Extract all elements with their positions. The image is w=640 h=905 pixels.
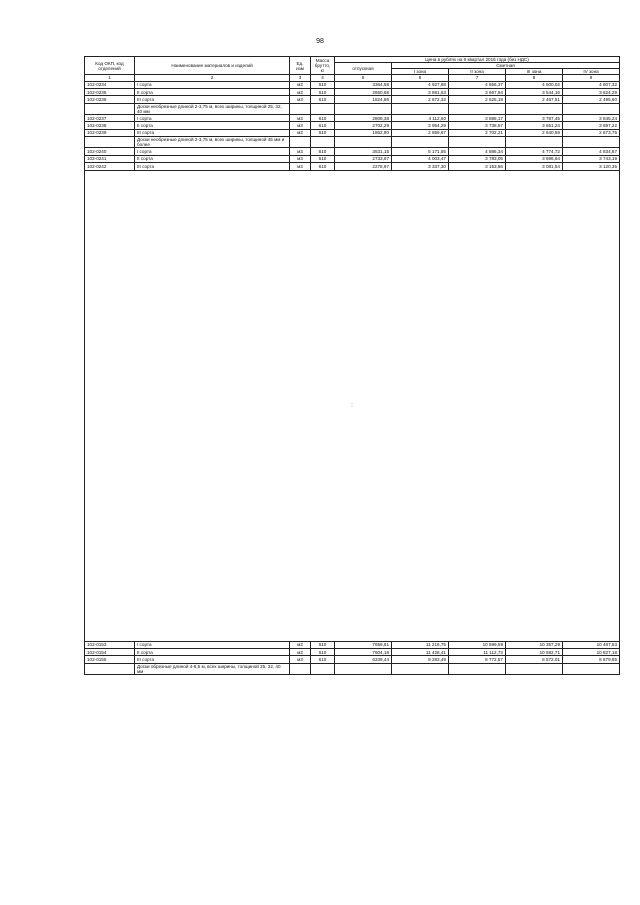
row-zone-1-price: 2 672,32 [392, 96, 449, 103]
section-empty-cell [506, 103, 563, 114]
section-empty-cell [506, 137, 563, 148]
table-row [85, 81, 620, 88]
section-empty-cell [311, 137, 335, 148]
row-zone-1-price: 2 859,67 [392, 129, 449, 136]
row-zone-3-price: 10 357,29 [506, 641, 563, 648]
row-name: I сорта [135, 148, 290, 155]
row-mass: 610 [311, 122, 335, 129]
table-row [85, 649, 620, 656]
column-index: 5 [335, 75, 392, 81]
section-empty-cell [449, 663, 506, 674]
section-header-row [85, 137, 620, 148]
row-zone-3-price: 3 081,54 [506, 163, 563, 170]
row-zone-3-price: 4 500,02 [506, 81, 563, 88]
row-mass: 610 [311, 88, 335, 95]
section-title: Доски необрезные длиной 2-3,75 м, всех ширины, толщиной 25, 32, 40 мм [135, 103, 290, 114]
table-row [85, 96, 620, 103]
section-empty-cell [290, 663, 311, 674]
column-index: 1 [85, 75, 135, 81]
section-empty-cell [290, 103, 311, 114]
row-release-price: 2702,29 [335, 122, 392, 129]
row-code: 102-0237 [85, 115, 135, 122]
row-zone-2-price: 4 886,34 [449, 148, 506, 155]
row-unit: м3 [290, 122, 311, 129]
row-release-price: 1824,86 [335, 96, 392, 103]
row-zone-2-price: 8 772,57 [449, 656, 506, 663]
row-zone-4-price: 4 607,32 [563, 81, 620, 88]
row-code: 102-0236 [85, 96, 135, 103]
row-name: II сорта [135, 649, 290, 656]
column-index: 6 [392, 75, 449, 81]
row-zone-2-price: 3 783,05 [449, 155, 506, 162]
row-unit: м3 [290, 641, 311, 648]
row-zone-4-price: 10 827,18 [563, 649, 620, 656]
row-zone-4-price: 3 624,29 [563, 88, 620, 95]
row-zone-4-price: 3 697,22 [563, 122, 620, 129]
header-zone-3: III зона [506, 69, 563, 75]
row-mass: 610 [311, 148, 335, 155]
row-name: III сорта [135, 163, 290, 170]
row-unit: м3 [290, 656, 311, 663]
row-mass: 610 [311, 163, 335, 170]
column-index: 8 [506, 75, 563, 81]
column-index: 9 [563, 75, 620, 81]
header-release-price: отпускная [335, 63, 392, 75]
row-code: 102-0234 [85, 81, 135, 88]
row-zone-4-price: 3 845,24 [563, 115, 620, 122]
row-zone-1-price: 3 337,30 [392, 163, 449, 170]
row-zone-2-price: 2 525,19 [449, 96, 506, 103]
row-unit: м3 [290, 155, 311, 162]
omitted-rows-marker: ⋮ [85, 170, 620, 641]
row-name: I сорта [135, 115, 290, 122]
row-name: II сорта [135, 88, 290, 95]
section-empty-cell [335, 103, 392, 114]
row-name: I сорта [135, 641, 290, 648]
row-zone-4-price: 3 743,19 [563, 155, 620, 162]
header-price-group: Цена в рублях на II квартал 2016 года (без НДС) [335, 57, 620, 63]
row-zone-3-price: 3 651,24 [506, 122, 563, 129]
section-empty-cell [311, 663, 335, 674]
price-table [84, 56, 620, 675]
row-unit: м3 [290, 96, 311, 103]
row-zone-3-price: 2 467,51 [506, 96, 563, 103]
section-header-row [85, 663, 620, 674]
row-zone-3-price: 3 787,45 [506, 115, 563, 122]
section-empty-cell [335, 137, 392, 148]
row-name: I сорта [135, 81, 290, 88]
header-code: Код ОКП, код отделений [85, 57, 135, 75]
row-zone-1-price: 3 881,63 [392, 88, 449, 95]
column-index: 4 [311, 75, 335, 81]
table-row [85, 88, 620, 95]
row-zone-1-price: 4 112,60 [392, 115, 449, 122]
row-zone-4-price: 4 834,67 [563, 148, 620, 155]
row-mass: 610 [311, 641, 335, 648]
row-code: 102-0235 [85, 88, 135, 95]
section-empty-cell [392, 663, 449, 674]
row-mass: 610 [311, 155, 335, 162]
row-zone-1-price: 11 216,75 [392, 641, 449, 648]
row-zone-2-price: 2 702,21 [449, 129, 506, 136]
row-unit: м3 [290, 649, 311, 656]
row-release-price: 2808,38 [335, 115, 392, 122]
section-code-cell [85, 137, 135, 148]
table-header [85, 57, 620, 75]
section-empty-cell [392, 137, 449, 148]
row-zone-2-price: 3 886,17 [449, 115, 506, 122]
section-empty-cell [506, 663, 563, 674]
row-release-price: 3531,15 [335, 148, 392, 155]
row-zone-3-price: 10 682,71 [506, 649, 563, 656]
row-zone-4-price: 3 120,35 [563, 163, 620, 170]
row-code: 102-0238 [85, 122, 135, 129]
section-empty-cell [290, 137, 311, 148]
section-empty-cell [563, 663, 620, 674]
row-name: III сорта [135, 96, 290, 103]
section-title: Доски необрезные длиной 2-3,75 м, всех ширины, толщиной 45 мм и более [135, 137, 290, 148]
row-mass: 610 [311, 115, 335, 122]
section-empty-cell [392, 103, 449, 114]
row-mass: 610 [311, 656, 335, 663]
table-row [85, 163, 620, 170]
row-zone-1-price: 3 954,29 [392, 122, 449, 129]
section-empty-cell [449, 137, 506, 148]
header-mass: Масса брутто, кг [311, 57, 335, 75]
section-empty-cell [335, 663, 392, 674]
row-code: 102-0241 [85, 155, 135, 162]
row-release-price: 7659,61 [335, 641, 392, 648]
row-unit: м3 [290, 115, 311, 122]
row-name: II сорта [135, 122, 290, 129]
section-title: Доски обрезные длиной 4-6,5 м, всех ширины, толщиной 25, 32, 40 мм [135, 663, 290, 674]
row-release-price: 2278,97 [335, 163, 392, 170]
row-unit: м3 [290, 163, 311, 170]
row-zone-4-price: 8 679,85 [563, 656, 620, 663]
row-zone-3-price: 8 572,01 [506, 656, 563, 663]
column-index: 7 [449, 75, 506, 81]
section-code-cell [85, 103, 135, 114]
header-name: Наименование материалов и изделий [135, 57, 290, 75]
table-rows-bottom [85, 641, 620, 674]
column-index: 3 [290, 75, 311, 81]
header-zone-4: IV зона [563, 69, 620, 75]
section-code-cell [85, 663, 135, 674]
row-unit: м3 [290, 148, 311, 155]
row-mass: 610 [311, 649, 335, 656]
table-rows-top [85, 81, 620, 170]
row-zone-3-price: 3 696,64 [506, 155, 563, 162]
row-zone-4-price: 2 495,60 [563, 96, 620, 103]
row-mass: 610 [311, 81, 335, 88]
table-row [85, 641, 620, 648]
row-release-price: 6339,44 [335, 656, 392, 663]
row-code: 102-0154 [85, 649, 135, 656]
header-zone-1: I зона [392, 69, 449, 75]
illegible-middle [85, 170, 620, 641]
row-code: 102-0242 [85, 163, 135, 170]
table-row [85, 115, 620, 122]
header-unit: Ед. изм [290, 57, 311, 75]
row-unit: м3 [290, 88, 311, 95]
row-release-price: 2733,67 [335, 155, 392, 162]
page-number: 98 [316, 38, 324, 45]
row-code: 102-0240 [85, 148, 135, 155]
row-unit: м3 [290, 129, 311, 136]
section-empty-cell [311, 103, 335, 114]
row-zone-1-price: 4 927,68 [392, 81, 449, 88]
row-zone-4-price: 2 673,75 [563, 129, 620, 136]
row-name: III сорта [135, 656, 290, 663]
table-row [85, 148, 620, 155]
header-estimate-price: Сметная [392, 63, 620, 69]
row-code: 102-0153 [85, 641, 135, 648]
table-row [85, 129, 620, 136]
row-zone-4-price: 10 487,53 [563, 641, 620, 648]
section-header-row [85, 103, 620, 114]
column-index: 2 [135, 75, 290, 81]
row-unit: м3 [290, 81, 311, 88]
row-zone-1-price: 5 171,55 [392, 148, 449, 155]
row-zone-2-price: 3 153,56 [449, 163, 506, 170]
row-zone-1-price: 4 003,47 [392, 155, 449, 162]
row-release-price: 7604,18 [335, 649, 392, 656]
row-mass: 610 [311, 129, 335, 136]
section-empty-cell [563, 137, 620, 148]
row-zone-1-price: 11 428,41 [392, 649, 449, 656]
row-zone-2-price: 3 667,94 [449, 88, 506, 95]
row-code: 102-0155 [85, 656, 135, 663]
row-zone-2-price: 10 599,59 [449, 641, 506, 648]
row-release-price: 2650,68 [335, 88, 392, 95]
section-empty-cell [449, 103, 506, 114]
row-zone-2-price: 4 656,37 [449, 81, 506, 88]
row-name: II сорта [135, 155, 290, 162]
row-name: III сорта [135, 129, 290, 136]
section-empty-cell [563, 103, 620, 114]
row-release-price: 3364,58 [335, 81, 392, 88]
row-code: 102-0239 [85, 129, 135, 136]
row-zone-1-price: 9 283,49 [392, 656, 449, 663]
header-zone-2: II зона [449, 69, 506, 75]
table-row [85, 122, 620, 129]
row-zone-2-price: 11 112,73 [449, 649, 506, 656]
row-mass: 610 [311, 96, 335, 103]
table-row [85, 656, 620, 663]
row-zone-3-price: 3 544,16 [506, 88, 563, 95]
row-zone-2-price: 3 738,57 [449, 122, 506, 129]
row-zone-3-price: 2 640,59 [506, 129, 563, 136]
row-release-price: 1862,80 [335, 129, 392, 136]
table-row [85, 155, 620, 162]
row-zone-3-price: 4 774,72 [506, 148, 563, 155]
